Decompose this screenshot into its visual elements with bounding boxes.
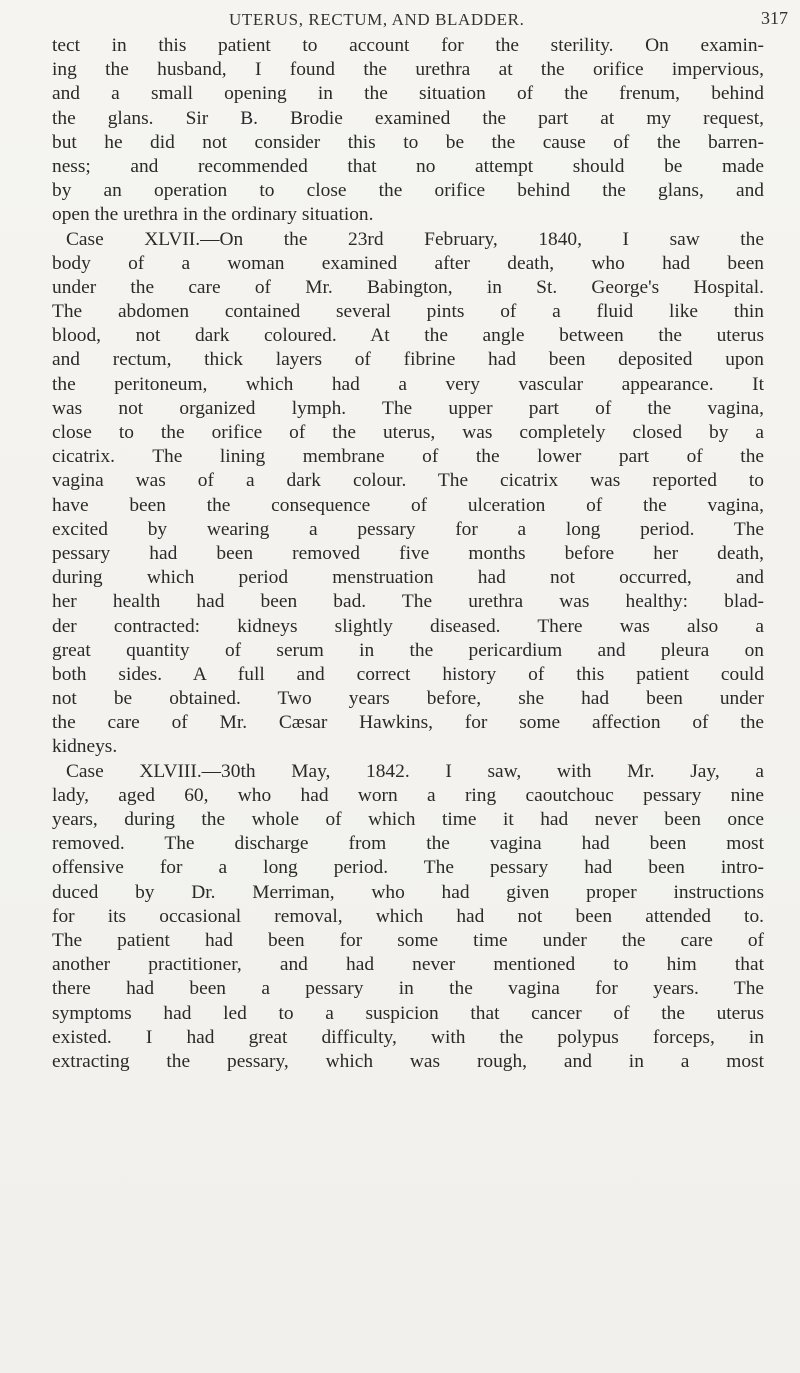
text-line: close to the orifice of the uterus, was completely closed by a [52,422,764,443]
text-line: excited by wearing a pessary for a long period. The [52,518,764,540]
text-line: great quantity of serum in the pericardium and pleura on [52,639,764,661]
text-line: her health had been bad. The urethra was healthy: blad- [52,591,764,613]
text-line: for its occasional removal, which had not been attended to. [52,905,764,927]
text-line: and rectum, thick layers of fibrine had been deposited upon [52,349,764,371]
case-heading-line: Case XLVIII.—30th May, 1842. I saw, with Mr. Jay, a [66,760,764,782]
text-line: there had been a pessary in the vagina for years. The [52,978,764,1000]
running-title: UTERUS, RECTUM, AND BLADDER. [229,10,525,29]
text-line: body of a woman examined after death, who had been [52,252,764,274]
text-line: existed. I had great difficulty, with the polypus forceps, in [52,1026,764,1048]
text-line: The patient had been for some time under the care of [52,929,764,951]
text-line: another practitioner, and had never mentioned to him that [52,954,764,976]
text-line: vagina was of a dark colour. The cicatrix was reported to [52,470,764,492]
text-line: years, during the whole of which time it had never been once [52,809,764,830]
text-line: duced by Dr. Merriman, who had given proper instructions [52,881,764,903]
text-line: but he did not consider this to be the cause of the barren- [52,131,764,153]
text-line: both sides. A full and correct history of this patient could [52,663,764,685]
text-line: tect in this patient to account for the sterility. On examin- [52,35,764,56]
text-line: the peritoneum, which had a very vascular appearance. It [52,373,764,395]
text-line: ness; and recommended that no attempt should be made [52,155,764,177]
text-line: during which period menstruation had not occurred, and [52,567,764,589]
text-line: pessary had been removed five months before her death, [52,542,764,564]
text-line: the care of Mr. Cæsar Hawkins, for some affection of the [52,712,764,734]
text-line: symptoms had led to a suspicion that cancer of the uterus [52,1002,764,1024]
text-line: lady, aged 60, who had worn a ring caoutchouc pessary nine [52,784,764,806]
text-line: The abdomen contained several pints of a fluid like thin [52,301,764,323]
text-line: the glans. Sir B. Brodie examined the part at my request, [52,107,764,129]
text-line: and a small opening in the situation of the frenum, behind [52,83,764,105]
running-head [0,6,800,36]
text-line: ing the husband, I found the urethra at the orifice impervious, [52,59,764,81]
text-line: open the urethra in the ordinary situation. [52,204,374,226]
text-line: kidneys. [52,736,118,758]
text-line: have been the consequence of ulceration of the vagina, [52,494,764,516]
text-line: cicatrix. The lining membrane of the lower part of the [52,446,764,468]
text-line: extracting the pessary, which was rough, and in a most [52,1050,764,1072]
text-line: der contracted: kidneys slightly diseased. There was also a [52,615,764,637]
text-line: under the care of Mr. Babington, in St. George's Hospital. [52,276,764,298]
case-heading-line: Case XLVII.—On the 23rd February, 1840, I saw the [66,228,764,250]
text-line: by an operation to close the orifice behind the glans, and [52,180,764,202]
text-line: blood, not dark coloured. At the angle between the uterus [52,325,764,347]
text-line: was not organized lymph. The upper part of the vagina, [52,397,764,419]
text-line: offensive for a long period. The pessary had been intro- [52,857,764,879]
text-line: removed. The discharge from the vagina had been most [52,833,764,855]
text-line: not be obtained. Two years before, she had been under [52,688,764,710]
body-text [52,34,764,1074]
page-number: 317 [761,8,788,28]
